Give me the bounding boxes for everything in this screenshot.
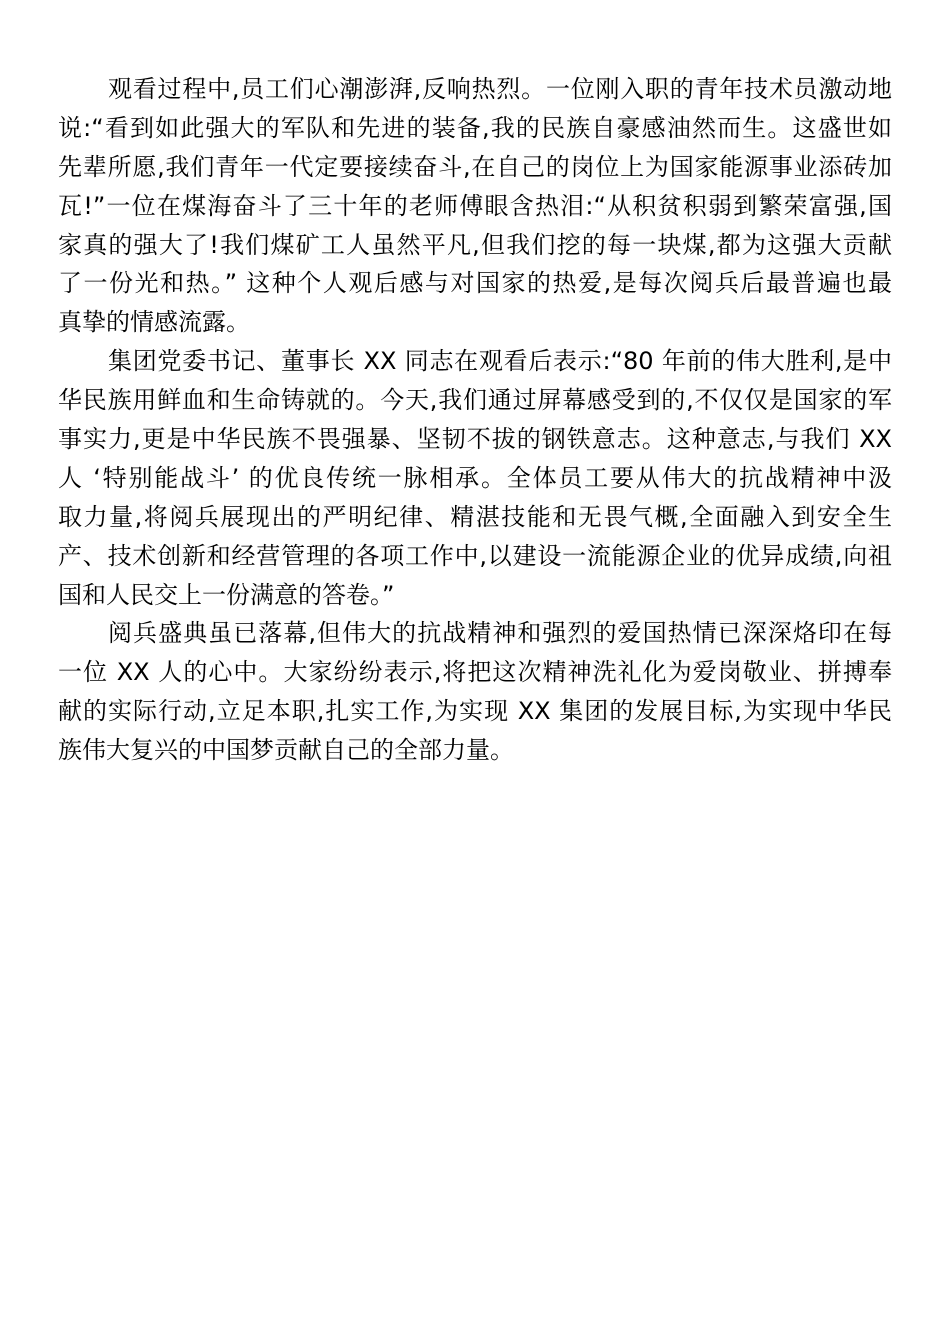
paragraph-line: 真挚的情感流露。 (58, 308, 250, 337)
paragraph-line: 献的实际行动,立足本职,扎实工作,为实现 XX 集团的发展目标,为实现中华民 (58, 697, 892, 726)
paragraph-line: 取力量,将阅兵展现出的严明纪律、精湛技能和无畏气概,全面融入到安全生 (58, 502, 892, 531)
paragraph-line: 国和人民交上一份满意的答卷。” (58, 580, 395, 609)
paragraph-line: 了一份光和热。” 这种个人观后感与对国家的热爱,是每次阅兵后最普遍也最 (58, 269, 892, 298)
paragraph-conclusion (58, 614, 892, 770)
paragraph-line: 华民族用鲜血和生命铸就的。今天,我们通过屏幕感受到的,不仅仅是国家的军 (58, 386, 892, 415)
paragraph-line: 先辈所愿,我们青年一代定要接续奋斗,在自己的岗位上为国家能源事业添砖加 (58, 152, 892, 181)
paragraph-line: 说:“看到如此强大的军队和先进的装备,我的民族自豪感油然而生。这盛世如 (58, 113, 892, 142)
paragraph-line: 产、技术创新和经营管理的各项工作中,以建设一流能源企业的优异成绩,向祖 (58, 541, 892, 570)
paragraph-line: 瓦!”一位在煤海奋斗了三十年的老师傅眼含热泪:“从积贫积弱到繁荣富强,国 (58, 191, 892, 220)
paragraph-line: 阅兵盛典虽已落幕,但伟大的抗战精神和强烈的爱国热情已深深烙印在每 (108, 619, 892, 648)
paragraph-line: 事实力,更是中华民族不畏强暴、坚韧不拔的钢铁意志。这种意志,与我们 XX (58, 425, 892, 454)
paragraph-line: 族伟大复兴的中国梦贡献自己的全部力量。 (58, 736, 514, 765)
paragraph-employee-reactions (58, 70, 892, 342)
paragraph-line: 集团党委书记、董事长 XX 同志在观看后表示:“80 年前的伟大胜利,是中 (108, 347, 892, 376)
paragraph-line: 家真的强大了!我们煤矿工人虽然平凡,但我们挖的每一块煤,都为这强大贡献 (58, 230, 892, 259)
paragraph-chairman-statement (58, 342, 892, 614)
document-body (58, 70, 892, 770)
paragraph-line: 一位 XX 人的心中。大家纷纷表示,将把这次精神洗礼化为爱岗敬业、拼搏奉 (58, 658, 892, 687)
paragraph-line: 人 ‘特别能战斗’ 的优良传统一脉相承。全体员工要从伟大的抗战精神中汲 (58, 463, 892, 492)
paragraph-line: 观看过程中,员工们心潮澎湃,反响热烈。一位刚入职的青年技术员激动地 (108, 75, 892, 103)
